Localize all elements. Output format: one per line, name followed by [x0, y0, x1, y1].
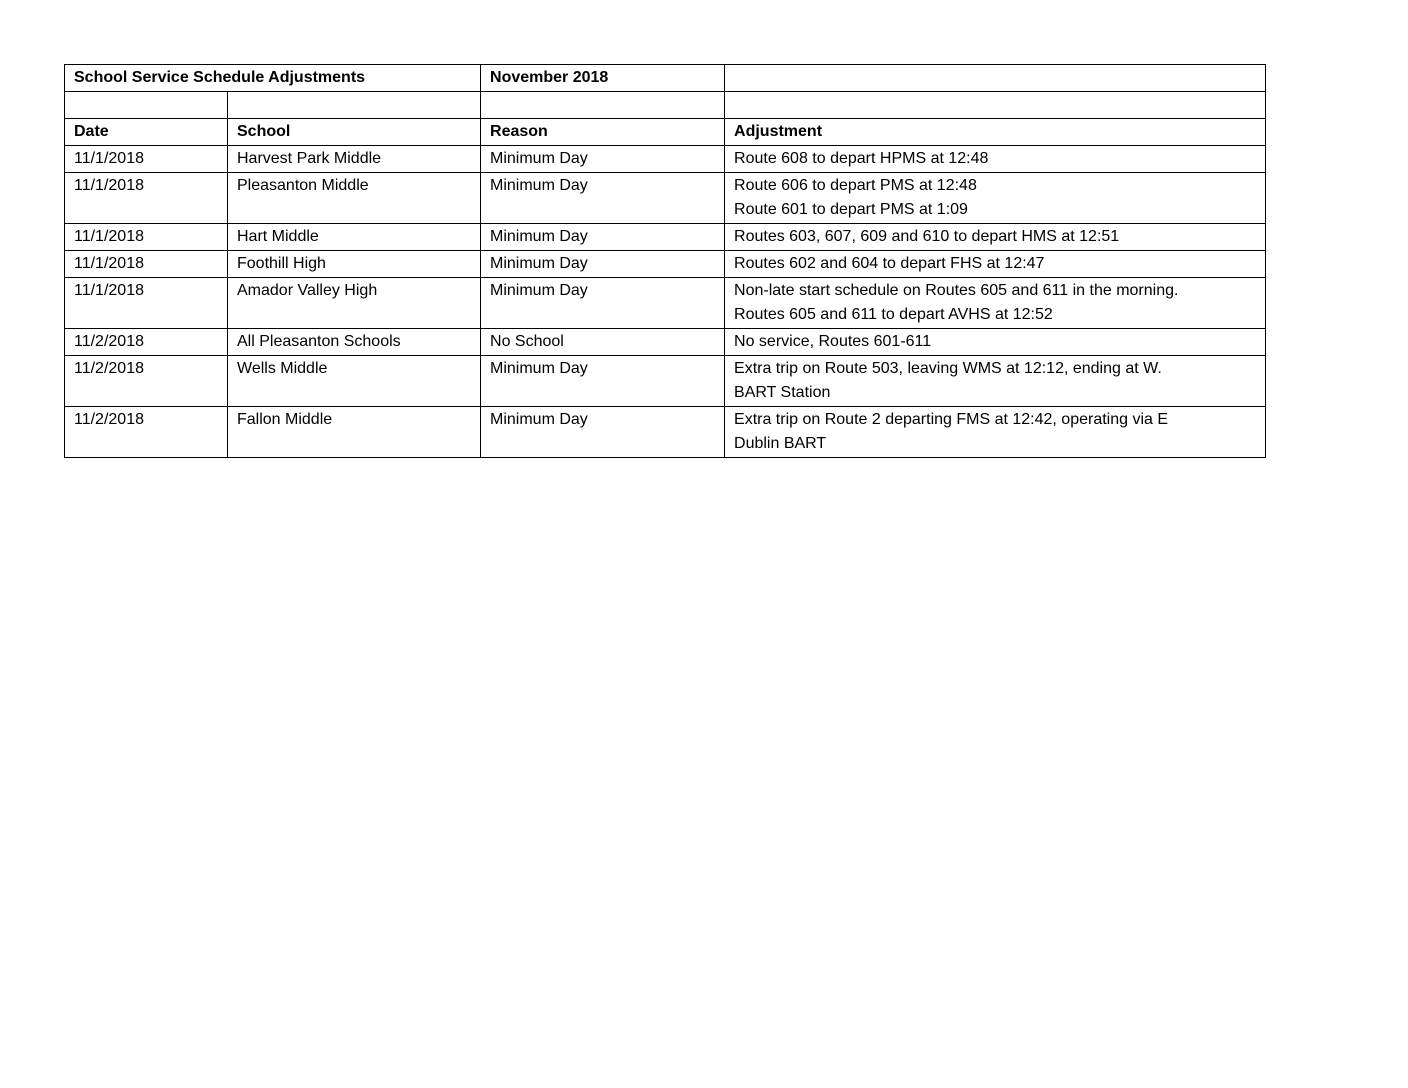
adjustment-cell: Non-late start schedule on Routes 605 and 611 in the morning. Routes 605 and 611 to depart AVHS at 12:52	[725, 278, 1266, 329]
header-date: Date	[65, 119, 228, 146]
school-cell: Fallon Middle	[228, 407, 481, 458]
reason-cell: No School	[481, 329, 725, 356]
adjustment-cell: Extra trip on Route 2 departing FMS at 12:42, operating via E Dublin BART	[725, 407, 1266, 458]
reason-cell: Minimum Day	[481, 224, 725, 251]
table-row	[65, 146, 1266, 173]
empty-cell	[481, 92, 725, 119]
reason-cell: Minimum Day	[481, 146, 725, 173]
empty-cell	[725, 65, 1266, 92]
date-cell: 11/2/2018	[65, 356, 228, 407]
reason-cell: Minimum Day	[481, 407, 725, 458]
table-row	[65, 329, 1266, 356]
empty-cell	[228, 92, 481, 119]
adjustment-cell: No service, Routes 601-611	[725, 329, 1266, 356]
adjustment-cell: Routes 603, 607, 609 and 610 to depart HMS at 12:51	[725, 224, 1266, 251]
school-cell: Hart Middle	[228, 224, 481, 251]
school-cell: Wells Middle	[228, 356, 481, 407]
table-row	[65, 356, 1266, 407]
school-cell: Harvest Park Middle	[228, 146, 481, 173]
adjustment-cell: Route 608 to depart HPMS at 12:48	[725, 146, 1266, 173]
reason-cell: Minimum Day	[481, 173, 725, 224]
table-row	[65, 224, 1266, 251]
date-cell: 11/2/2018	[65, 329, 228, 356]
table-row	[65, 407, 1266, 458]
adjustment-cell: Extra trip on Route 503, leaving WMS at 12:12, ending at W. BART Station	[725, 356, 1266, 407]
date-cell: 11/2/2018	[65, 407, 228, 458]
schedule-adjustments-table	[64, 64, 1266, 458]
table-period: November 2018	[481, 65, 725, 92]
adjustment-cell: Route 606 to depart PMS at 12:48 Route 601 to depart PMS at 1:09	[725, 173, 1266, 224]
school-cell: Amador Valley High	[228, 278, 481, 329]
blank-row	[65, 92, 1266, 119]
table-row	[65, 173, 1266, 224]
date-cell: 11/1/2018	[65, 146, 228, 173]
date-cell: 11/1/2018	[65, 224, 228, 251]
empty-cell	[725, 92, 1266, 119]
reason-cell: Minimum Day	[481, 278, 725, 329]
empty-cell	[65, 92, 228, 119]
header-row	[65, 119, 1266, 146]
date-cell: 11/1/2018	[65, 251, 228, 278]
date-cell: 11/1/2018	[65, 278, 228, 329]
adjustment-cell: Routes 602 and 604 to depart FHS at 12:47	[725, 251, 1266, 278]
school-cell: All Pleasanton Schools	[228, 329, 481, 356]
school-cell: Foothill High	[228, 251, 481, 278]
header-school: School	[228, 119, 481, 146]
reason-cell: Minimum Day	[481, 356, 725, 407]
table-title: School Service Schedule Adjustments	[65, 65, 481, 92]
header-reason: Reason	[481, 119, 725, 146]
date-cell: 11/1/2018	[65, 173, 228, 224]
reason-cell: Minimum Day	[481, 251, 725, 278]
title-row	[65, 65, 1266, 92]
table-row	[65, 251, 1266, 278]
header-adjustment: Adjustment	[725, 119, 1266, 146]
school-cell: Pleasanton Middle	[228, 173, 481, 224]
table-row	[65, 278, 1266, 329]
